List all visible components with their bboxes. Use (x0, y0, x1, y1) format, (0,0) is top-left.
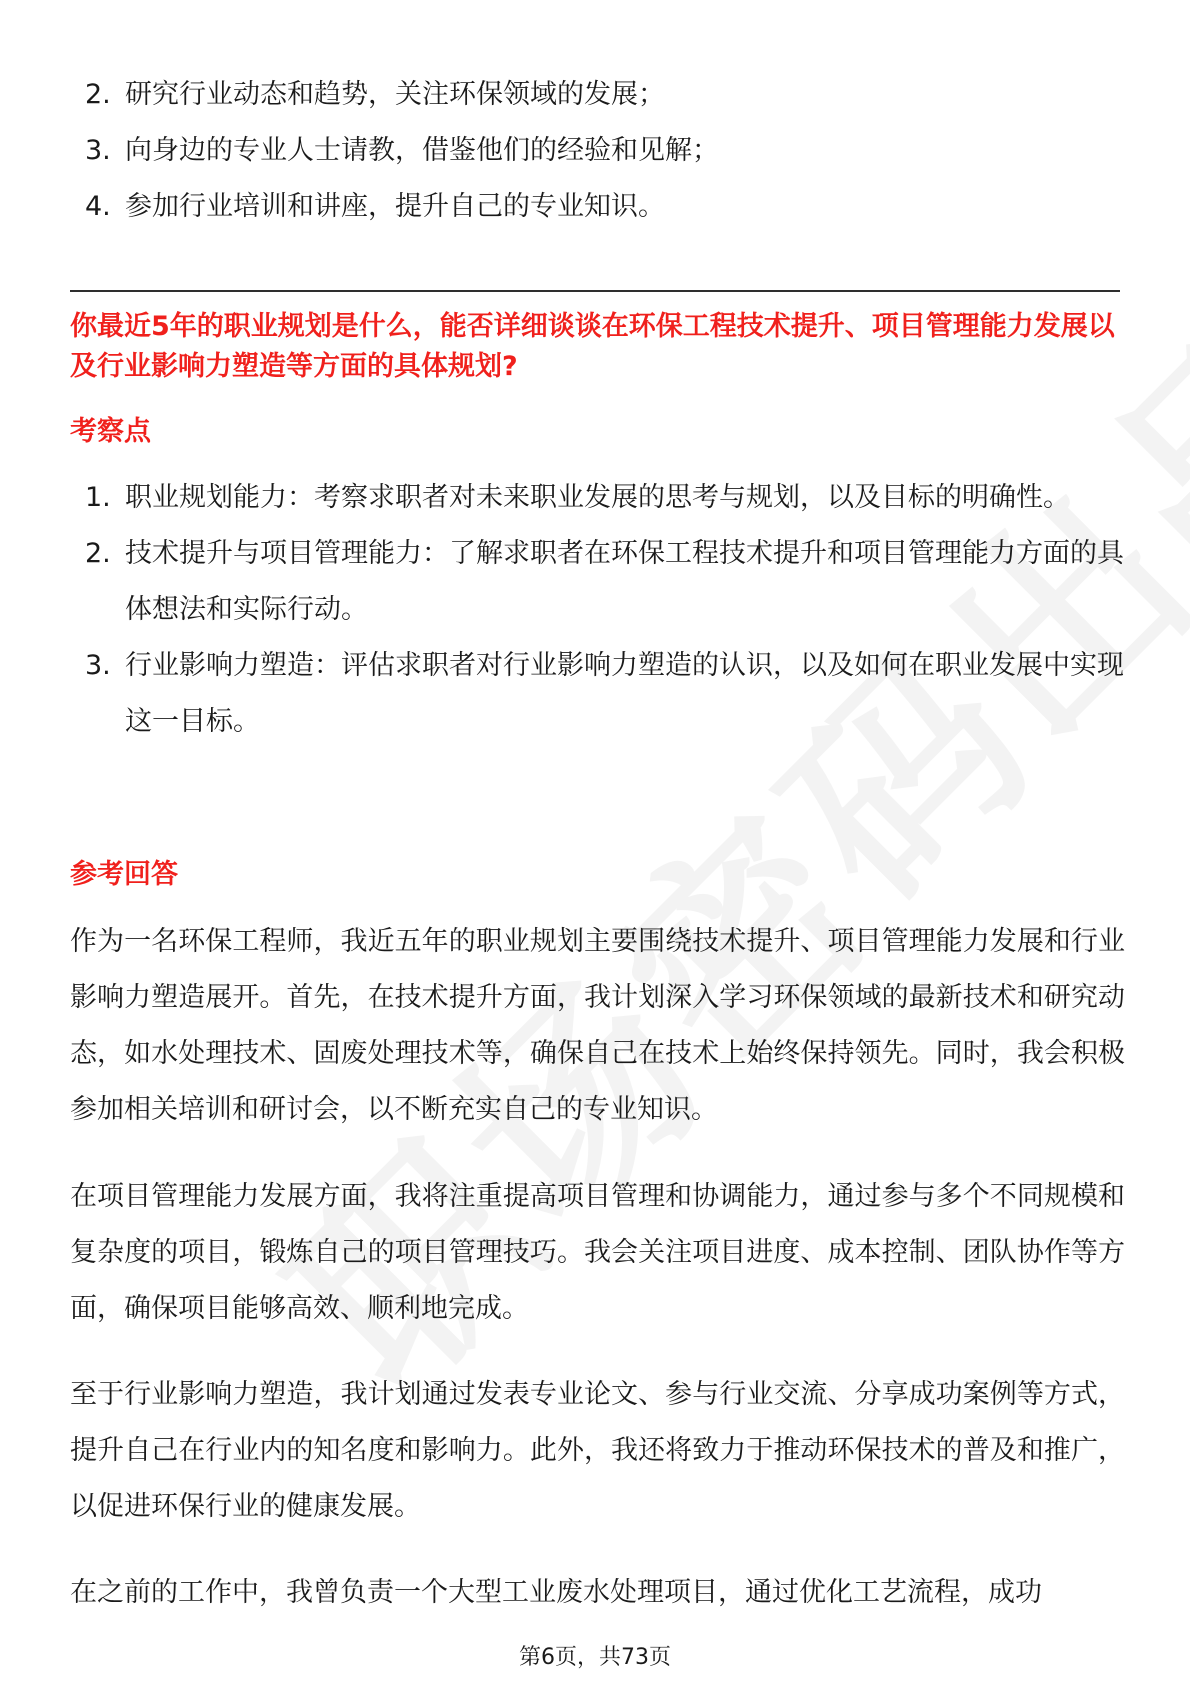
list-text: 行业影响力塑造：评估求职者对行业影响力塑造的认识，以及如何在职业发展中实现这一目标。 (125, 650, 1124, 737)
list-number: 2. (85, 79, 111, 110)
list-text: 向身边的专业人士请教，借鉴他们的经验和见解； (125, 135, 719, 166)
list-item (70, 526, 1130, 638)
eval-points-list (70, 470, 1130, 750)
answer-paragraph: 在之前的工作中，我曾负责一个大型工业废水处理项目，通过优化工艺流程，成功 (70, 1577, 1042, 1608)
list-text: 研究行业动态和趋势，关注环保领域的发展； (125, 79, 665, 110)
list-item (70, 470, 1130, 526)
top-numbered-list (70, 67, 1130, 235)
list-number: 2. (85, 538, 111, 569)
list-text: 职业规划能力：考察求职者对未来职业发展的思考与规划，以及目标的明确性。 (125, 482, 1070, 513)
list-text: 参加行业培训和讲座，提升自己的专业知识。 (125, 191, 665, 222)
list-number: 1. (85, 482, 111, 513)
answer-paragraph: 至于行业影响力塑造，我计划通过发表专业论文、参与行业交流、分享成功案例等方式，提升自己在行业内的知名度和影响力。此外，我还将致力于推动环保技术的普及和推广，以促进环保行业的健康发展。 (70, 1379, 1125, 1522)
question-heading: 你最近5年的职业规划是什么，能否详细谈谈在环保工程技术提升、项目管理能力发展以及行业影响力塑造等方面的具体规划? (70, 311, 1115, 382)
list-number: 3. (85, 650, 111, 681)
page-footer: 第6页，共73页 (519, 1645, 671, 1670)
section-divider (70, 290, 1120, 292)
eval-points-heading: 考察点 (70, 416, 151, 447)
list-item (70, 67, 1130, 123)
answer-paragraph: 作为一名环保工程师，我近五年的职业规划主要围绕技术提升、项目管理能力发展和行业影响力塑造展开。首先，在技术提升方面，我计划深入学习环保领域的最新技术和研究动态，如水处理技术、固废处理技术等，确保自己在技术上始终保持领先。同时，我会积极参加相关培训和研讨会，以不断充实自己的专业知识。 (70, 926, 1125, 1125)
list-item (70, 123, 1130, 179)
list-item (70, 179, 1130, 235)
answer-paragraph: 在项目管理能力发展方面，我将注重提高项目管理和协调能力，通过参与多个不同规模和复杂度的项目，锻炼自己的项目管理技巧。我会关注项目进度、成本控制、团队协作等方面，确保项目能够高效、顺利地完成。 (70, 1181, 1125, 1324)
list-item (70, 638, 1130, 750)
reference-answer-heading: 参考回答 (70, 859, 178, 890)
list-number: 4. (85, 191, 111, 222)
list-number: 3. (85, 135, 111, 166)
list-text: 技术提升与项目管理能力：了解求职者在环保工程技术提升和项目管理能力方面的具体想法和实际行动。 (125, 538, 1124, 625)
